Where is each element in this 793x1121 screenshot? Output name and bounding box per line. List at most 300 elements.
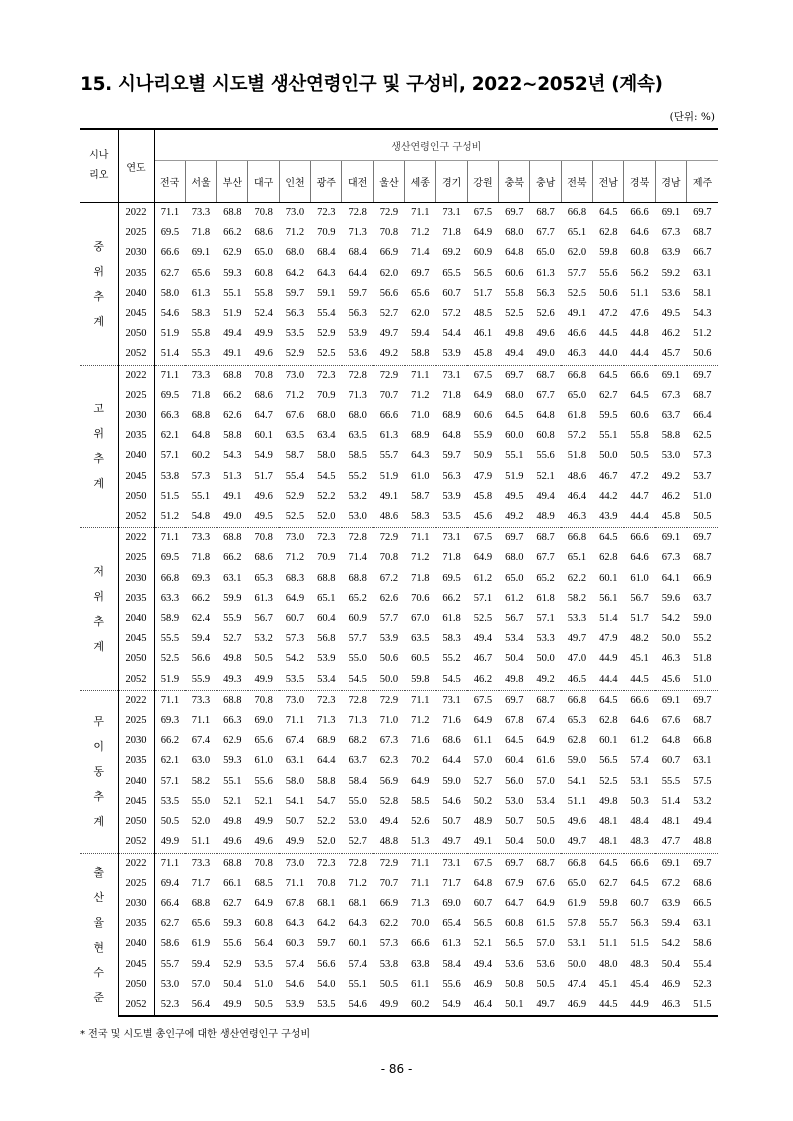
value-cell: 71.2 [411,227,430,239]
value-cell: 53.1 [567,938,587,950]
value-cell: 69.4 [160,877,180,889]
value-cell: 61.2 [473,572,493,584]
value-cell: 66.8 [561,853,592,874]
value-cell: 57.3 [693,450,712,462]
value-cell: 70.8 [317,877,336,889]
value-cell: 68.0 [317,410,336,422]
table-row [80,203,718,224]
value-cell: 46.3 [655,995,686,1016]
table-row [80,853,718,874]
value-cell: 64.2 [285,267,305,279]
value-cell: 68.0 [348,410,367,422]
value-cell: 50.8 [505,978,524,990]
value-cell: 51.5 [630,938,649,950]
value-cell: 55.0 [348,795,367,807]
value-cell: 72.8 [342,365,373,386]
value-cell: 62.9 [223,735,242,747]
value-cell: 50.7 [442,816,461,828]
value-cell: 53.8 [379,958,399,970]
value-cell: 56.4 [254,938,273,950]
value-cell: 56.7 [254,613,273,625]
value-cell: 67.3 [661,389,681,401]
value-cell: 63.1 [693,755,712,767]
value-cell: 62.8 [567,735,587,747]
value-cell: 50.1 [499,995,530,1016]
value-cell: 53.7 [693,470,712,482]
value-cell: 59.3 [223,755,242,767]
value-cell: 59.9 [223,592,242,604]
table-row [80,711,718,731]
value-cell: 51.7 [473,287,493,299]
value-cell: 55.1 [223,775,242,787]
value-cell: 70.8 [248,690,279,711]
scenario-block [80,528,718,691]
value-cell: 49.7 [567,633,587,645]
value-cell: 49.2 [505,511,524,523]
value-cell: 58.4 [442,958,461,970]
value-cell: 64.8 [191,430,211,442]
value-cell: 53.6 [536,958,555,970]
value-cell: 63.3 [160,592,180,604]
value-cell: 66.9 [379,247,399,259]
value-cell: 68.2 [348,735,367,747]
value-cell: 51.3 [411,836,430,848]
value-cell: 60.6 [505,267,524,279]
value-cell: 50.0 [536,836,555,848]
value-cell: 61.8 [442,613,461,625]
value-cell: 60.7 [661,755,681,767]
value-cell: 64.8 [505,247,524,259]
value-cell: 64.9 [411,775,430,787]
value-cell: 53.9 [317,653,336,665]
value-cell: 71.2 [411,389,430,401]
region-header: 세종 [405,161,436,203]
value-cell: 49.6 [254,490,273,502]
value-cell: 50.5 [248,995,279,1016]
value-cell: 50.6 [693,348,712,360]
value-cell: 64.4 [348,267,367,279]
value-cell: 48.6 [379,511,399,523]
value-cell: 62.0 [379,267,399,279]
year-cell: 2025 [118,711,154,731]
value-cell: 68.8 [217,690,248,711]
table-row [80,832,718,853]
value-cell: 71.1 [405,365,436,386]
year-cell: 2050 [118,975,154,995]
value-cell: 60.1 [348,938,367,950]
value-cell: 50.6 [599,287,618,299]
value-cell: 71.3 [411,897,430,909]
value-cell: 64.5 [593,853,624,874]
region-header: 인천 [279,161,310,203]
value-cell: 55.0 [348,653,367,665]
value-cell: 60.7 [630,897,649,909]
region-header: 부산 [217,161,248,203]
value-cell: 49.9 [285,836,305,848]
value-cell: 49.1 [473,836,493,848]
value-cell: 66.8 [693,735,712,747]
value-cell: 55.5 [160,633,180,645]
value-cell: 70.8 [379,552,399,564]
value-cell: 49.1 [379,490,399,502]
year-cell: 2022 [118,853,154,874]
value-cell: 56.3 [442,470,461,482]
value-cell: 72.8 [342,853,373,874]
value-cell: 68.6 [254,389,273,401]
value-cell: 67.3 [661,227,681,239]
value-cell: 59.0 [567,755,587,767]
value-cell: 56.1 [599,592,618,604]
table-row [80,528,718,549]
value-cell: 73.3 [191,207,211,218]
value-cell: 69.1 [655,528,686,549]
value-cell: 56.5 [473,918,493,930]
value-cell: 70.7 [379,389,399,401]
value-cell: 66.2 [223,552,242,564]
value-cell: 59.5 [599,410,618,422]
value-cell: 56.8 [317,633,336,645]
value-cell: 73.3 [185,365,216,386]
value-cell: 52.9 [285,490,305,502]
value-cell: 54.5 [442,673,461,685]
value-cell: 65.2 [536,572,555,584]
year-cell: 2035 [118,914,154,934]
value-cell: 49.6 [536,328,555,340]
value-cell: 69.1 [655,853,686,874]
value-cell: 48.2 [630,633,649,645]
table-row [80,467,718,487]
value-cell: 47.2 [630,470,649,482]
value-cell: 60.8 [254,267,273,279]
value-cell: 70.9 [317,552,336,564]
year-cell: 2052 [118,344,154,365]
value-cell: 67.9 [505,877,524,889]
value-cell: 47.9 [599,633,618,645]
value-cell: 66.2 [160,735,180,747]
value-cell: 71.2 [285,552,305,564]
value-cell: 62.3 [379,755,399,767]
value-cell: 53.4 [536,795,555,807]
table-row [80,649,718,669]
value-cell: 48.8 [379,836,399,848]
data-table [80,128,718,1017]
value-cell: 49.9 [217,995,248,1016]
value-cell: 66.1 [223,877,242,889]
value-cell: 72.9 [373,365,404,386]
value-cell: 58.0 [285,775,305,787]
value-cell: 43.9 [599,511,618,523]
year-cell: 2052 [118,995,154,1016]
region-header: 제주 [687,161,718,203]
value-cell: 55.1 [505,450,524,462]
value-cell: 53.4 [505,633,524,645]
value-cell: 46.3 [567,511,587,523]
value-cell: 48.0 [599,958,618,970]
value-cell: 71.8 [411,572,430,584]
value-cell: 70.8 [248,528,279,549]
value-cell: 70.6 [411,592,430,604]
year-cell: 2045 [118,304,154,324]
value-cell: 55.2 [693,633,712,645]
table-row [80,548,718,568]
value-cell: 62.9 [223,247,242,259]
value-cell: 55.4 [285,470,305,482]
value-cell: 69.1 [661,207,681,218]
value-cell: 53.5 [285,328,305,340]
value-cell: 54.4 [442,328,461,340]
value-cell: 69.7 [687,853,718,874]
region-header: 경기 [436,161,467,203]
value-cell: 59.7 [285,287,305,299]
value-cell: 68.7 [693,552,712,564]
scenario-label: 저 위 추 계 [80,528,118,691]
value-cell: 60.6 [630,410,649,422]
value-cell: 61.9 [567,897,587,909]
value-cell: 58.2 [567,592,587,604]
value-cell: 44.5 [599,328,618,340]
value-cell: 51.5 [160,490,180,502]
value-cell: 48.9 [536,511,555,523]
value-cell: 45.1 [599,978,618,990]
value-cell: 47.4 [567,978,587,990]
value-cell: 67.6 [285,410,305,422]
value-cell: 52.9 [223,958,242,970]
value-cell: 53.9 [279,995,310,1016]
value-cell: 49.8 [505,673,524,685]
value-cell: 66.4 [160,897,180,909]
value-cell: 53.6 [661,287,681,299]
value-cell: 62.7 [223,897,242,909]
value-cell: 67.5 [467,528,498,549]
value-cell: 66.8 [561,365,592,386]
table-row [80,894,718,914]
value-cell: 56.6 [191,653,211,665]
value-cell: 66.6 [379,410,399,422]
value-cell: 51.9 [160,328,180,340]
value-cell: 56.4 [185,995,216,1016]
value-cell: 49.9 [160,836,180,848]
value-cell: 56.2 [630,267,649,279]
value-cell: 49.4 [379,816,399,828]
value-cell: 57.0 [536,775,555,787]
value-cell: 72.9 [373,690,404,711]
value-cell: 55.6 [254,775,273,787]
value-cell: 71.1 [154,853,185,874]
value-cell: 55.5 [661,775,681,787]
value-cell: 60.7 [442,287,461,299]
value-cell: 53.0 [661,450,681,462]
value-cell: 66.8 [567,207,587,218]
value-cell: 62.6 [379,592,399,604]
value-cell: 68.0 [505,389,524,401]
value-cell: 50.5 [693,511,712,523]
value-cell: 57.7 [379,613,399,625]
value-cell: 53.2 [348,490,367,502]
value-cell: 68.8 [317,572,336,584]
value-cell: 65.6 [191,267,211,279]
value-cell: 68.4 [317,247,336,259]
value-cell: 52.7 [223,633,242,645]
region-header: 대구 [248,161,279,203]
value-cell: 60.2 [191,450,211,462]
value-cell: 54.9 [436,995,467,1016]
value-cell: 69.7 [411,267,430,279]
value-cell: 66.8 [160,572,180,584]
value-cell: 52.7 [379,308,399,320]
value-cell: 49.6 [223,836,242,848]
value-cell: 67.4 [285,735,305,747]
value-cell: 57.1 [473,592,493,604]
value-cell: 57.5 [693,775,712,787]
value-cell: 50.7 [505,816,524,828]
value-cell: 73.3 [185,528,216,549]
value-cell: 48.1 [599,816,618,828]
value-cell: 71.6 [442,715,461,727]
value-cell: 69.7 [687,528,718,549]
year-cell: 2030 [118,406,154,426]
value-cell: 59.6 [661,592,681,604]
region-header: 전남 [593,161,624,203]
year-cell: 2035 [118,264,154,284]
value-cell: 72.3 [311,528,342,549]
value-cell: 50.7 [285,816,305,828]
value-cell: 59.4 [661,918,681,930]
value-cell: 65.0 [536,247,555,259]
value-cell: 62.7 [160,918,180,930]
value-cell: 46.4 [567,490,587,502]
value-cell: 61.3 [442,938,461,950]
value-cell: 69.7 [687,690,718,711]
value-cell: 49.8 [223,653,242,665]
value-cell: 58.3 [191,308,211,320]
value-cell: 58.3 [411,511,430,523]
value-cell: 53.0 [348,816,367,828]
scenario-block [80,690,718,853]
table-row [80,569,718,589]
value-cell: 52.1 [473,938,493,950]
value-cell: 49.2 [379,348,399,360]
value-cell: 56.6 [379,287,399,299]
value-cell: 73.0 [279,528,310,549]
value-cell: 50.5 [536,978,555,990]
table-row [80,874,718,894]
value-cell: 58.4 [348,775,367,787]
value-cell: 50.0 [379,673,399,685]
table-row [80,284,718,304]
region-header: 광주 [311,161,342,203]
value-cell: 67.4 [191,735,211,747]
value-cell: 52.3 [154,995,185,1016]
value-cell: 60.9 [473,247,493,259]
table-row [80,914,718,934]
value-cell: 68.8 [191,897,211,909]
value-cell: 60.7 [285,613,305,625]
value-cell: 70.0 [411,918,430,930]
year-cell: 2040 [118,284,154,304]
value-cell: 53.9 [348,328,367,340]
value-cell: 64.3 [348,918,367,930]
value-cell: 55.2 [348,470,367,482]
value-cell: 65.1 [567,227,587,239]
value-cell: 51.1 [599,938,618,950]
value-cell: 63.1 [693,918,712,930]
value-cell: 53.0 [505,795,524,807]
value-cell: 47.9 [473,470,493,482]
value-cell: 71.3 [348,389,367,401]
value-cell: 53.0 [348,511,367,523]
region-header: 강원 [467,161,498,203]
value-cell: 68.8 [217,528,248,549]
value-cell: 50.6 [379,653,399,665]
value-cell: 53.3 [536,633,555,645]
value-cell: 69.7 [499,365,530,386]
value-cell: 68.4 [348,247,367,259]
value-cell: 63.1 [693,267,712,279]
value-cell: 71.8 [191,552,211,564]
value-cell: 46.5 [567,673,587,685]
value-cell: 69.7 [499,690,530,711]
value-cell: 71.2 [348,877,367,889]
value-cell: 53.9 [442,490,461,502]
value-cell: 67.5 [473,207,493,218]
value-cell: 71.6 [411,735,430,747]
value-cell: 53.2 [254,633,273,645]
value-cell: 51.0 [254,978,273,990]
value-cell: 68.7 [530,690,561,711]
value-cell: 67.8 [285,897,305,909]
value-cell: 71.0 [379,715,399,727]
year-cell: 2030 [118,569,154,589]
value-cell: 71.8 [442,552,461,564]
value-cell: 57.7 [348,633,367,645]
value-cell: 60.0 [505,430,524,442]
value-cell: 67.2 [379,572,399,584]
group-header: 생산연령인구 구성비 [154,129,718,161]
value-cell: 53.6 [348,348,367,360]
value-cell: 68.7 [693,389,712,401]
value-cell: 48.9 [473,816,493,828]
value-cell: 69.2 [442,247,461,259]
value-cell: 58.7 [411,490,430,502]
value-cell: 62.8 [599,715,618,727]
year-cell: 2035 [118,751,154,771]
value-cell: 64.8 [661,735,681,747]
year-cell: 2025 [118,548,154,568]
value-cell: 68.7 [693,227,712,239]
value-cell: 68.0 [505,552,524,564]
table-row [80,426,718,446]
value-cell: 52.6 [536,308,555,320]
value-cell: 57.2 [442,308,461,320]
region-header: 충북 [499,161,530,203]
value-cell: 73.0 [279,365,310,386]
value-cell: 63.5 [285,430,305,442]
value-cell: 51.4 [160,348,180,360]
value-cell: 71.2 [411,552,430,564]
value-cell: 66.6 [411,938,430,950]
value-cell: 55.6 [223,938,242,950]
value-cell: 45.7 [661,348,681,360]
value-cell: 63.7 [661,410,681,422]
value-cell: 52.5 [599,775,618,787]
value-cell: 56.5 [505,938,524,950]
value-cell: 72.9 [373,853,404,874]
value-cell: 71.2 [411,715,430,727]
value-cell: 68.8 [191,410,211,422]
value-cell: 59.7 [442,450,461,462]
scenario-block [80,203,718,366]
scenario-header: 시나 리오 [80,129,118,203]
